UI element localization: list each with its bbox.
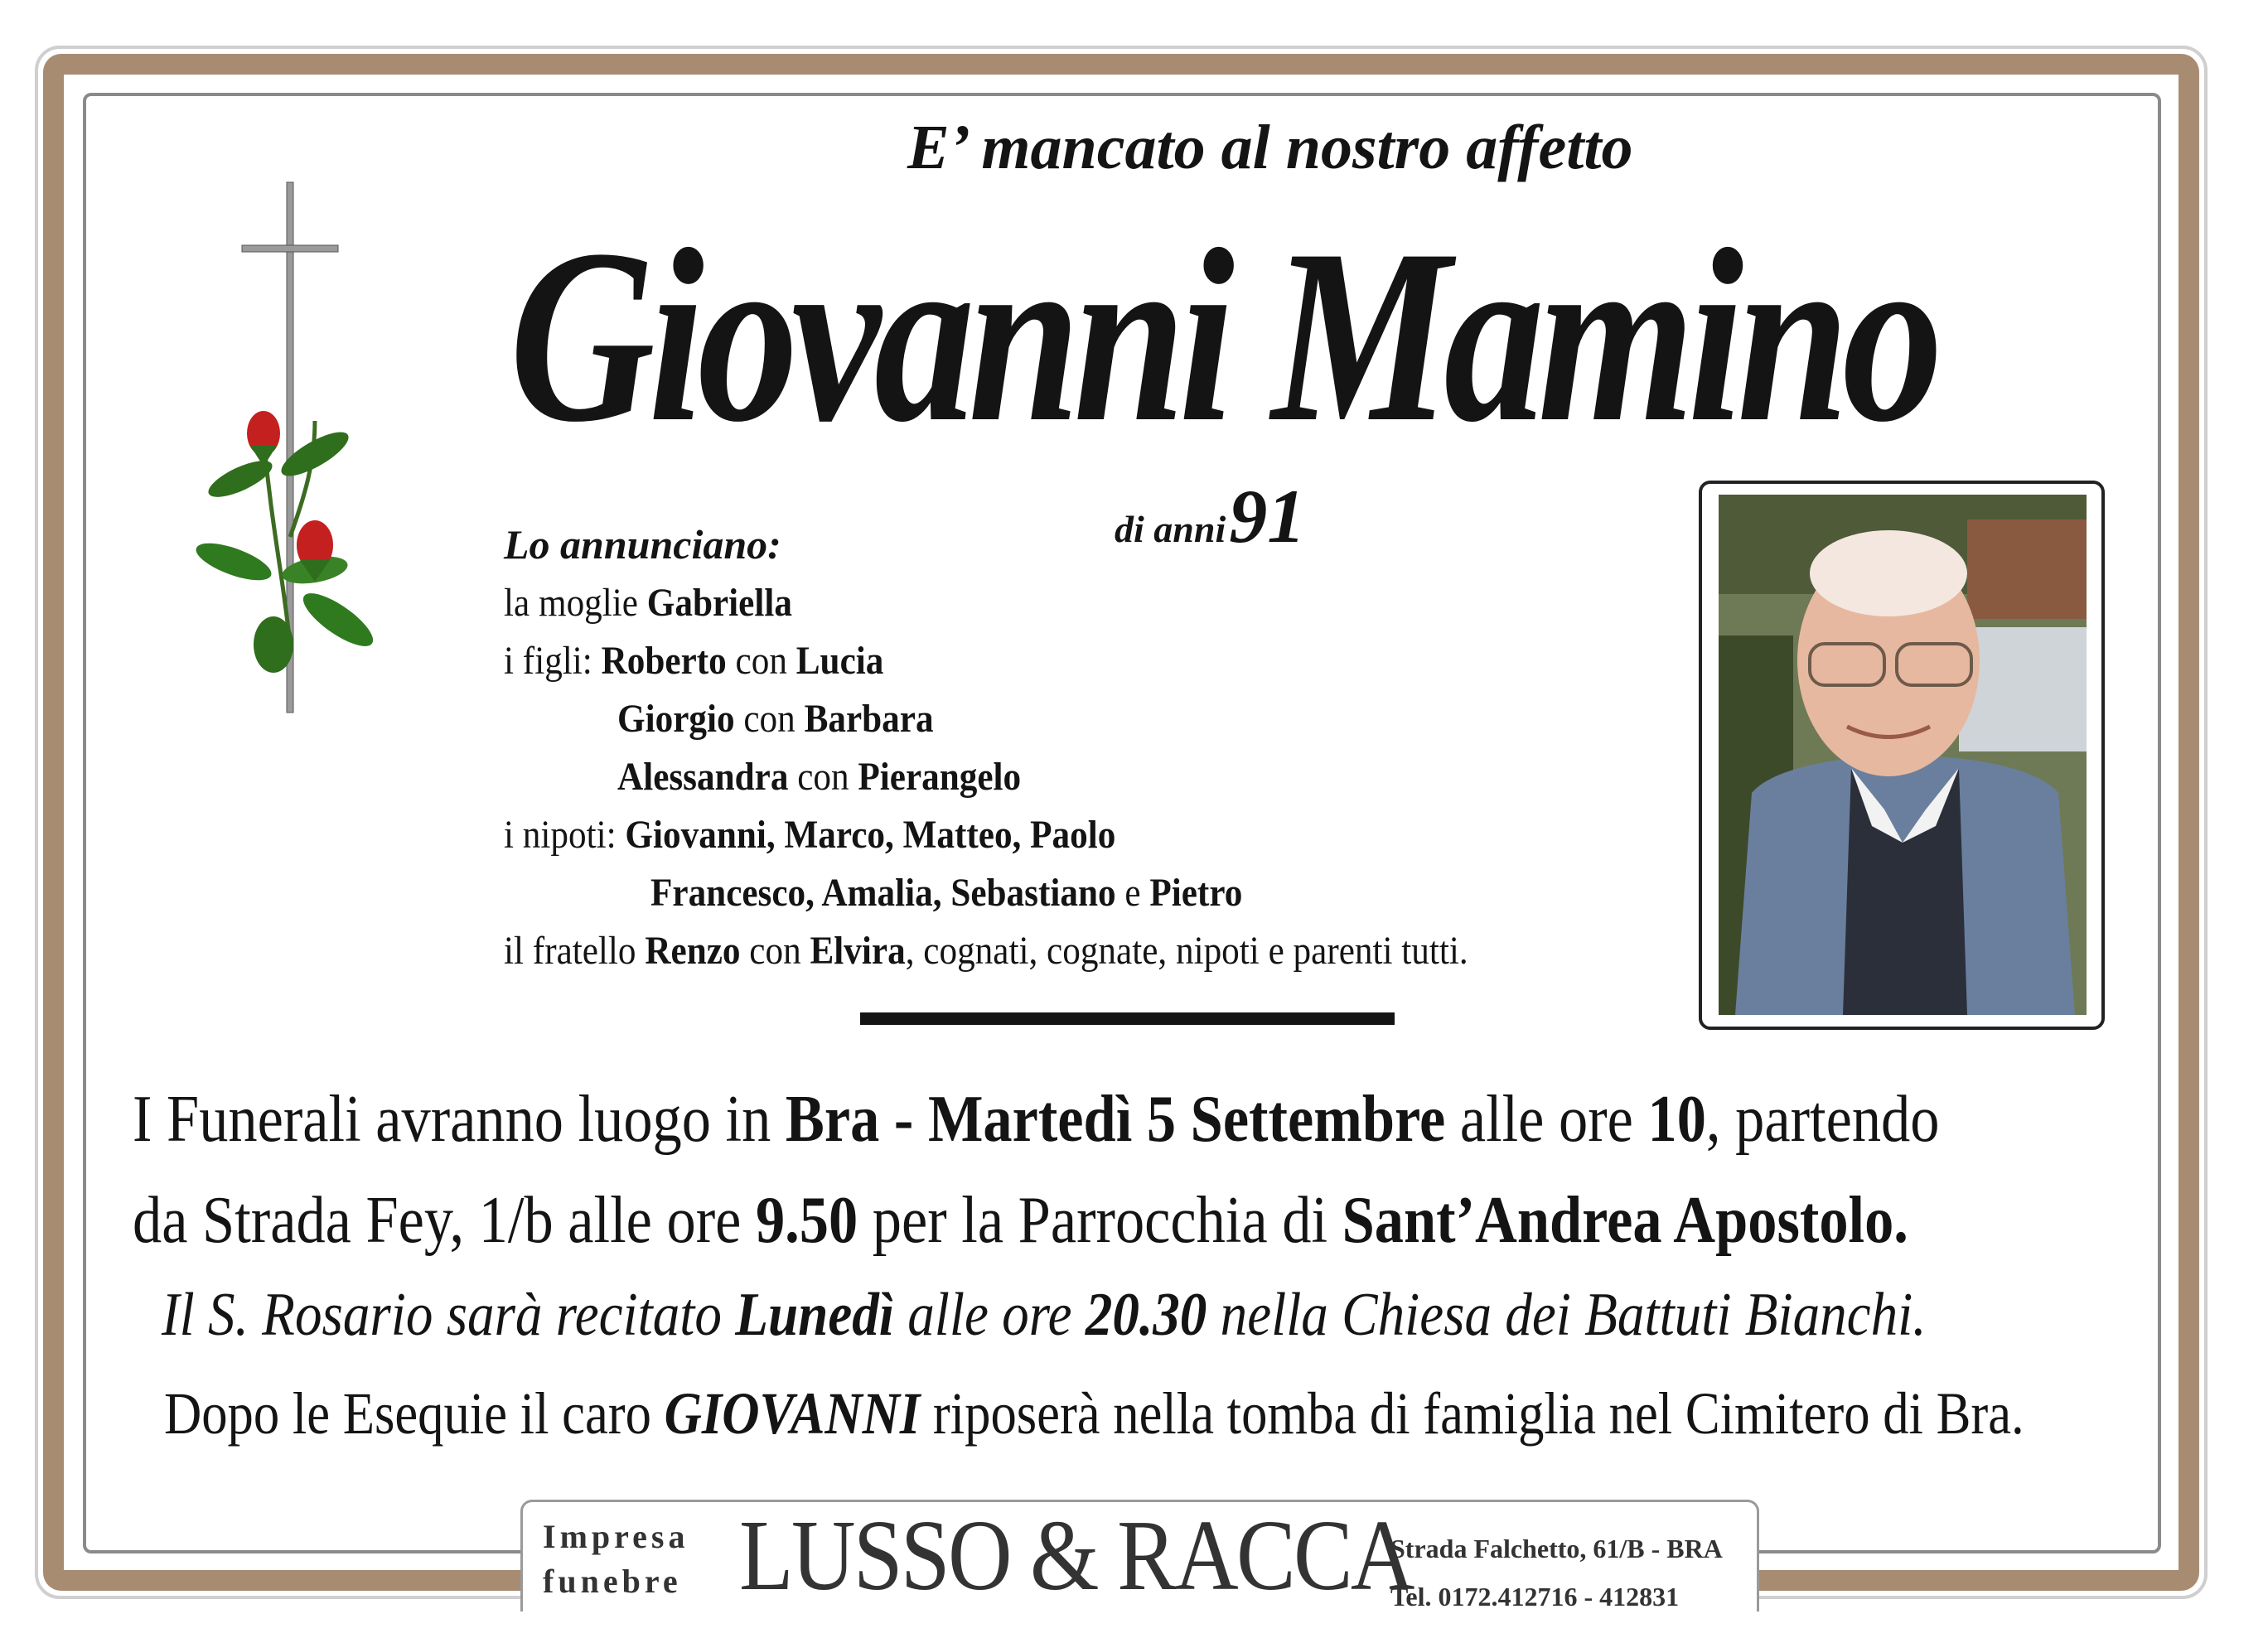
- intro-text: E’ mancato al nostro affetto: [907, 113, 1633, 182]
- text-run: I Funerali avranno luogo in: [133, 1083, 786, 1156]
- announcement-heading: Lo annunciano:: [504, 521, 781, 568]
- text-run: alle ore: [1445, 1083, 1648, 1156]
- text-run: Giovanni, Marco, Matteo, Paolo: [625, 813, 1116, 857]
- rosario-line: [162, 1280, 1927, 1351]
- text-run: Alessandra: [617, 755, 789, 799]
- text-run: Bra - Martedì 5 Settembre: [785, 1083, 1446, 1156]
- text-run: da Strada Fey, 1/b alle ore: [133, 1184, 756, 1257]
- text-run: Lunedì: [735, 1281, 894, 1349]
- family-line: [504, 806, 1115, 864]
- text-run: Pierangelo: [858, 755, 1022, 799]
- text-run: Barbara: [804, 697, 934, 741]
- text-run: nella Chiesa dei Battuti Bianchi.: [1207, 1281, 1927, 1349]
- burial-line: [164, 1379, 2024, 1448]
- funeral-home-name: LUSSO & RACCA: [739, 1500, 1413, 1611]
- phone: Tel. 0172.412716 - 412831: [1390, 1582, 1680, 1611]
- age-value: 91: [1229, 474, 1306, 558]
- text-run: con: [726, 639, 796, 683]
- text-run: con: [740, 929, 810, 973]
- text-run: Gabriella: [646, 581, 792, 625]
- deceased-name: Giovanni Mamino: [510, 198, 1937, 473]
- funeral-details: [133, 1069, 1939, 1271]
- text-run: Il S. Rosario sarà recitato: [162, 1281, 736, 1349]
- cross-with-roses-icon: [191, 181, 423, 719]
- family-line: [504, 922, 1468, 980]
- text-run: 9.50: [755, 1184, 858, 1257]
- text-run: Lucia: [795, 639, 884, 683]
- text-run: alle ore: [893, 1281, 1086, 1349]
- text-run: i figli:: [504, 639, 602, 683]
- funeral-line-2: [133, 1170, 1939, 1271]
- text-run: con: [734, 697, 805, 741]
- text-run: Elvira: [810, 929, 906, 973]
- text-run: GIOVANNI: [664, 1380, 921, 1447]
- text-run: e: [1115, 871, 1150, 915]
- text-run: per la Parrocchia di: [858, 1184, 1342, 1257]
- family-line: [650, 864, 1242, 922]
- text-run: Pietro: [1149, 871, 1243, 915]
- text-run: riposerà nella tomba di famiglia nel Cimitero di Bra.: [920, 1380, 2024, 1447]
- text-run: Giorgio: [617, 697, 735, 741]
- funeral-home-label: [543, 1515, 689, 1604]
- text-run: , cognati, cognate, nipoti e parenti tutti.: [905, 929, 1468, 973]
- text-run: la moglie: [504, 581, 647, 625]
- text-run: Roberto: [601, 639, 727, 683]
- text-run: i nipoti:: [504, 813, 626, 857]
- impresa-line-1: Impresa: [543, 1518, 689, 1555]
- text-run: 20.30: [1085, 1281, 1207, 1349]
- impresa-line-2: funebre: [543, 1563, 682, 1600]
- family-line: [617, 690, 934, 748]
- text-run: Sant’Andrea Apostolo.: [1342, 1184, 1908, 1257]
- family-line: [504, 632, 883, 690]
- age-label: di anni: [1115, 508, 1226, 550]
- divider: [860, 1012, 1395, 1025]
- address: Strada Falchetto, 61/B - BRA: [1390, 1534, 1723, 1563]
- funeral-line-1: [133, 1069, 1939, 1170]
- text-run: con: [788, 755, 858, 799]
- text-run: , partendo: [1705, 1083, 1940, 1156]
- age-line: [1115, 472, 1305, 560]
- portrait-photo: [1719, 495, 2087, 1015]
- family-line: [504, 574, 792, 632]
- family-line: [617, 748, 1021, 806]
- text-run: Francesco, Amalia, Sebastiano: [650, 871, 1116, 915]
- funeral-home-contacts: [1390, 1524, 1723, 1621]
- text-run: 10: [1647, 1083, 1706, 1156]
- text-run: il fratello: [504, 929, 646, 973]
- text-run: Renzo: [645, 929, 741, 973]
- text-run: Dopo le Esequie il caro: [164, 1380, 665, 1447]
